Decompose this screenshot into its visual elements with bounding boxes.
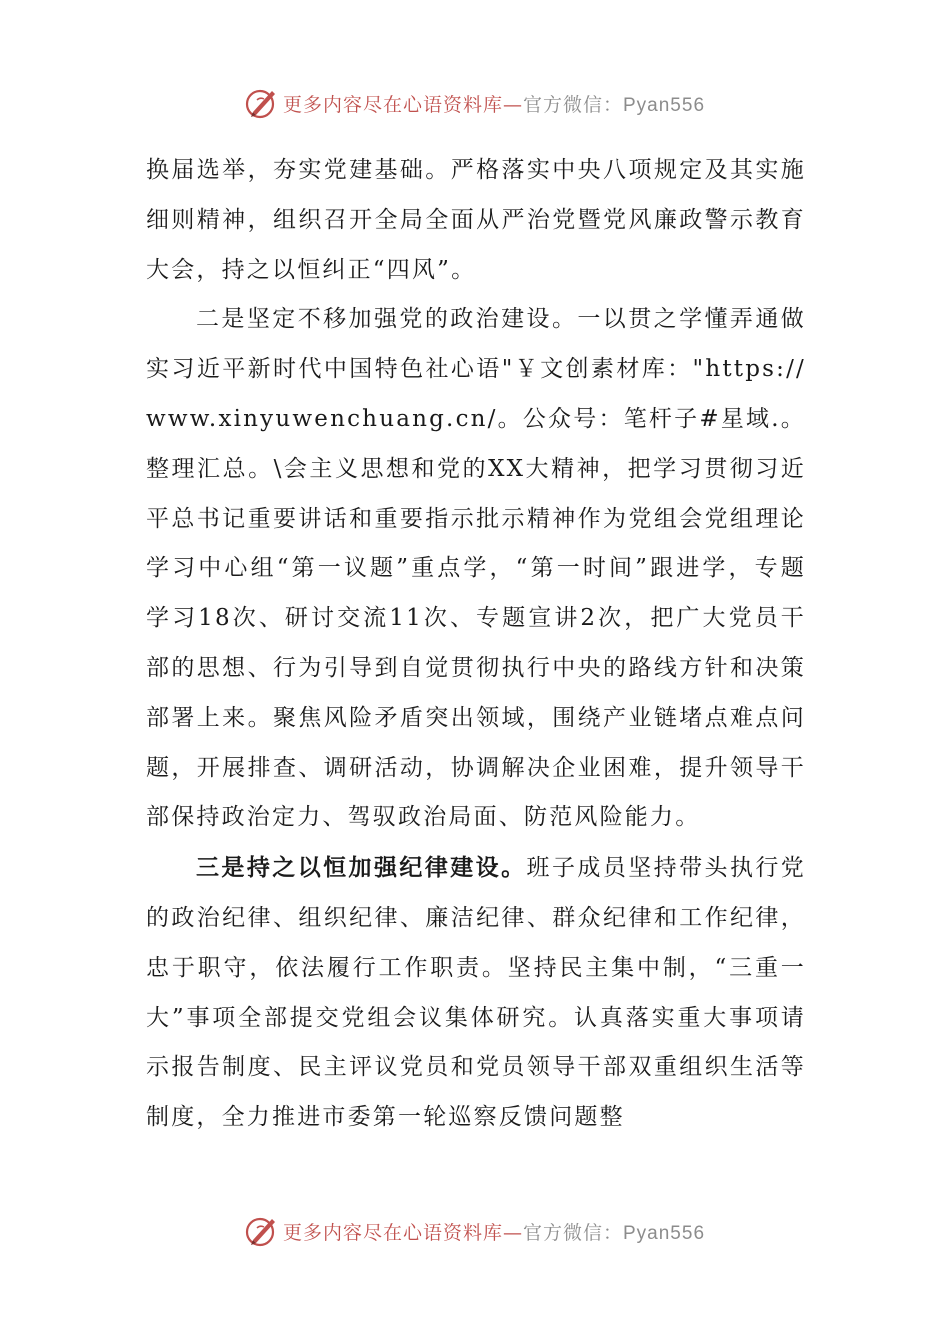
paragraph-political-construction: 二是坚定不移加强党的政治建设。一以贯之学懂弄通做实习近平新时代中国特色社心语"￥文创素材库："https://www.xinyuwenchuang.cn/。公众号：笔杆子#星域.。整理汇总。\会主义思想和党的XX大精神，把学习贯彻习近平总书记重要讲话和重要指示批示精神作为党组会党组理论学习中心组“第一议题”重点学，“第一时间”跟进学，专题学习18次、研讨交流11次、专题宣讲2次，把广大党员干部的思想、行为引导到自觉贯彻执行中央的路线方针和决策部署上来。聚焦风险矛盾突出领域，围绕产业链堵点难点问题，开展排查、调研活动，协调解决企业困难，提升领导干部保持政治定力、驾驭政治局面、防范风险能力。 [146, 306, 806, 831]
footer-banner [0, 1206, 950, 1256]
paragraph-body: 班子成员坚持带头执行党的政治纪律、组织纪律、廉洁纪律、群众纪律和工作纪律，忠于职守，依法履行工作职责。坚持民主集中制，“三重一大”事项全部提交党组会议集体研究。认真落实重大事项请示报告制度、民主评议党员和党员领导干部双重组织生活等制度，全力推进市委第一轮巡察反馈问题整 [146, 855, 807, 1131]
paragraph-lead: 三是持之以恒加强纪律建设。 [196, 854, 527, 882]
paragraph-discipline-construction [146, 843, 806, 1143]
pen-logo-icon [245, 1214, 279, 1248]
banner-text: 更多内容尽在心语资料库—官方微信：Pyan556 [282, 93, 706, 116]
pen-logo-icon [245, 86, 279, 120]
banner-text: 更多内容尽在心语资料库—官方微信：Pyan556 [282, 1221, 706, 1244]
header-banner [0, 78, 950, 128]
paragraph-continued: 换届选举，夯实党建基础。严格落实中央八项规定及其实施细则精神，组织召开全局全面从严治党暨党风廉政警示教育大会，持之以恒纠正“四风”。 [146, 157, 806, 283]
document-body [146, 146, 806, 1143]
